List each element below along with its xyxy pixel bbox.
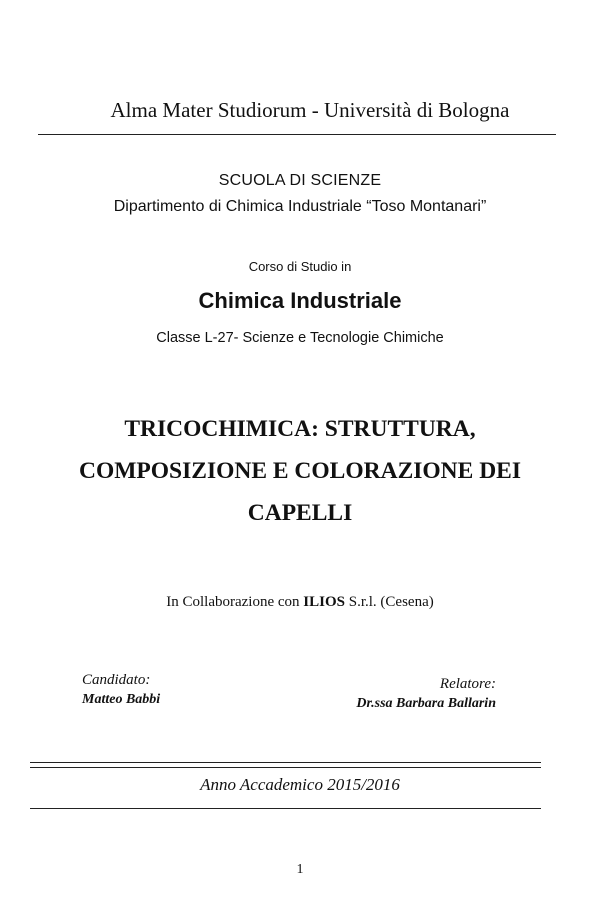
collaboration-company: ILIOS bbox=[303, 594, 345, 610]
thesis-title-line: COMPOSIZIONE E COLORAZIONE DEI bbox=[78, 458, 521, 484]
footer-divider-bottom bbox=[30, 808, 541, 809]
department-name: Dipartimento di Chimica Industriale “Toso Montanari” bbox=[113, 198, 487, 215]
thesis-title bbox=[40, 408, 560, 534]
page-number: 1 bbox=[296, 862, 304, 877]
advisor-label: Relatore: bbox=[439, 676, 496, 692]
academic-year: Anno Accademico 2015/2016 bbox=[200, 775, 400, 794]
header-divider bbox=[38, 134, 556, 135]
course-class: Classe L-27- Scienze e Tecnologie Chimiche bbox=[156, 330, 444, 346]
collaboration-suffix: S.r.l. (Cesena) bbox=[345, 594, 434, 610]
candidate-label: Candidato: bbox=[82, 672, 151, 688]
thesis-title-line: TRICOCHIMICA: STRUTTURA, bbox=[124, 416, 476, 442]
course-name: Chimica Industriale bbox=[198, 288, 402, 313]
advisor-name: Dr.ssa Barbara Ballarin bbox=[356, 696, 496, 711]
collaboration-note bbox=[0, 594, 600, 611]
course-intro: Corso di Studio in bbox=[248, 259, 352, 274]
footer-divider-top bbox=[30, 762, 541, 763]
footer-divider-top-second bbox=[30, 767, 541, 768]
thesis-title-line: CAPELLI bbox=[247, 500, 353, 526]
collaboration-prefix: In Collaborazione con bbox=[166, 594, 304, 610]
school-name: SCUOLA DI SCIENZE bbox=[218, 172, 382, 189]
university-name: Alma Mater Studiorum - Università di Bologna bbox=[110, 98, 510, 122]
candidate-name: Matteo Babbi bbox=[82, 692, 161, 707]
